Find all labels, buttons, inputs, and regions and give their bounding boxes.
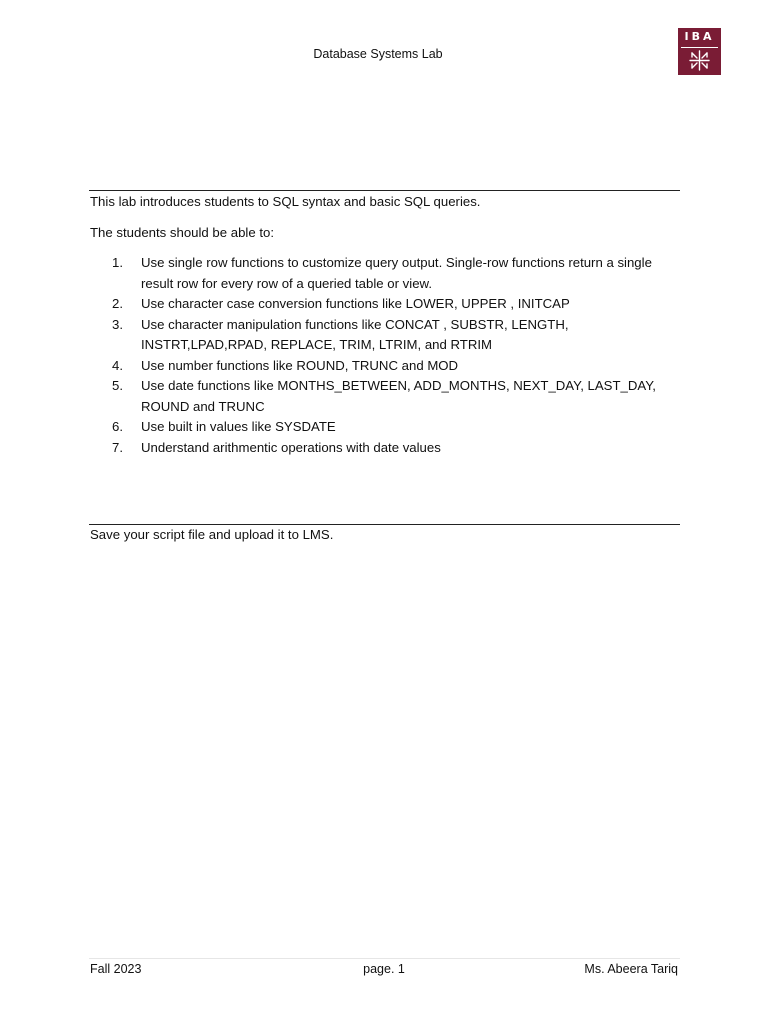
logo-text: IBA (684, 30, 715, 43)
objective-item (90, 376, 680, 417)
objective-number: 2. (112, 296, 123, 311)
footer-page-number: page. 1 (363, 962, 405, 976)
objective-item (90, 356, 680, 377)
intro-text: This lab introduces students to SQL syntax and basic SQL queries. (90, 194, 481, 209)
objectives-heading: The students should be able to: (90, 225, 275, 240)
objective-text: Use single row functions to customize query output. Single-row functions return a single result row for every row of a queried table or view. (141, 255, 652, 291)
objective-text: Use built in values like SYSDATE (141, 419, 336, 434)
objective-number: 1. (112, 255, 123, 270)
logo-emblem-icon (689, 50, 710, 71)
objective-text: Use number functions like ROUND, TRUNC and MOD (141, 357, 459, 373)
objective-text: Use character manipulation functions like CONCAT , SUBSTR, LENGTH, INSTRT,LPAD,RPAD, REPLACE, TRIM, LTRIM, and RTRIM (141, 316, 569, 352)
objective-number: 5. (112, 378, 123, 393)
objective-item (90, 315, 680, 356)
objective-text: Understand arithmentic operations with date values (141, 439, 441, 455)
footer-divider (89, 958, 680, 959)
section-divider-top (89, 190, 680, 191)
objective-number: 6. (112, 419, 123, 434)
objective-item (90, 253, 680, 294)
iba-logo (678, 28, 721, 75)
objective-number: 3. (112, 316, 123, 332)
objectives-list (90, 253, 680, 458)
objective-text: Use character case conversion functions like LOWER, UPPER , INITCAP (141, 296, 570, 311)
submission-instruction: Save your script file and upload it to LMS. (90, 527, 334, 542)
objective-item (90, 294, 680, 315)
logo-divider (681, 47, 718, 48)
objective-number: 4. (112, 357, 123, 373)
footer-author: Ms. Abeera Tariq (584, 962, 678, 976)
objective-text: Use date functions like MONTHS_BETWEEN, ADD_MONTHS, NEXT_DAY, LAST_DAY, ROUND and TRUNC (141, 378, 656, 414)
objective-item (90, 417, 680, 438)
header-title: Database Systems Lab (313, 47, 443, 61)
objective-number: 7. (112, 439, 123, 455)
footer-term: Fall 2023 (90, 962, 142, 976)
objective-item (90, 438, 680, 459)
